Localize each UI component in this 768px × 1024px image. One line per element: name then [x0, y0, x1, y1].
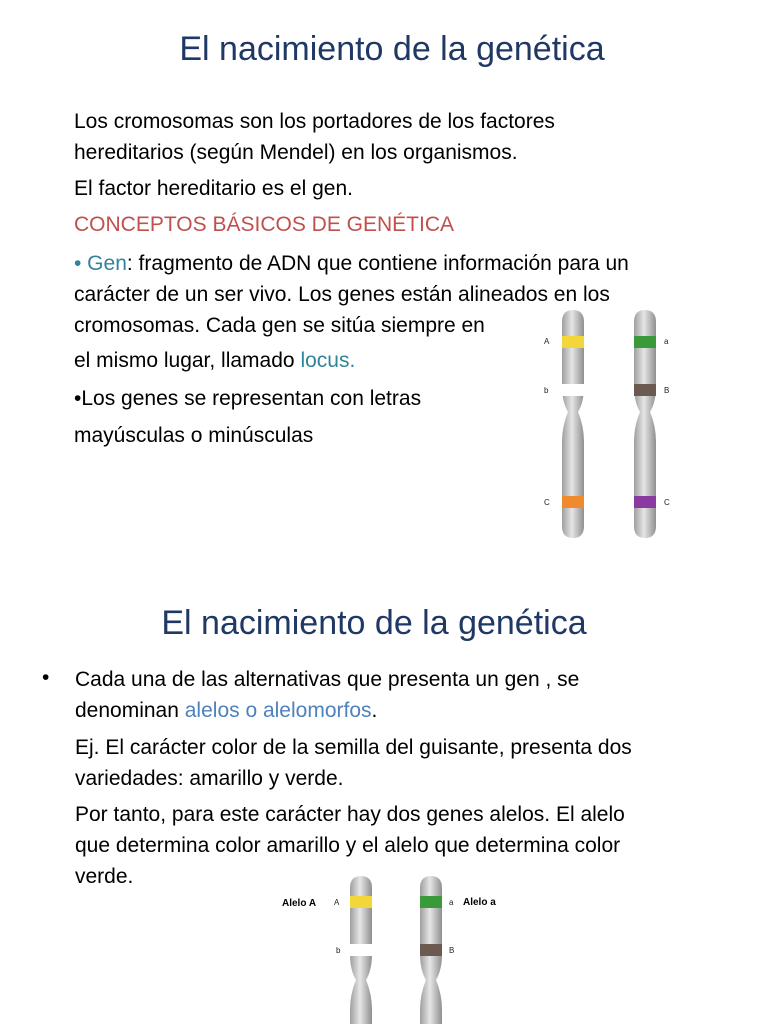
band-purple [634, 496, 656, 508]
s2-line2-post: . [371, 699, 378, 722]
p1-line1: Los cromosomas son los portadores de los factores [74, 110, 555, 133]
gen-line1: : fragmento de ADN que contiene información para un [126, 252, 629, 275]
concepts-heading: CONCEPTOS BÁSICOS DE GENÉTICA [74, 213, 455, 236]
allele-label-left-1: A [334, 898, 340, 907]
pt-line3: verde. [75, 865, 134, 888]
allele-chromosome-left [282, 876, 372, 1024]
band-yellow [562, 336, 584, 348]
chromosome-right [634, 310, 670, 538]
paragraph-example [75, 732, 632, 794]
allele-band-brown [420, 944, 442, 956]
letters-line2: mayúsculas o minúsculas [74, 424, 314, 447]
allele-chromosome-right [420, 876, 496, 1024]
allele-band-green [420, 896, 442, 908]
gen-term: • Gen [74, 252, 127, 275]
allele-band-white [350, 944, 372, 956]
paragraph-chromosomes [74, 106, 555, 168]
ej-line1: Ej. El carácter color de la semilla del guisante, presenta dos [75, 736, 632, 759]
label-right-1: a [664, 337, 669, 346]
paragraph-letters [74, 383, 421, 445]
label-right-3: C [664, 498, 670, 507]
paragraph-locus [74, 345, 355, 376]
label-left-3: C [544, 498, 550, 507]
gen-line2: carácter de un ser vivo. Los genes están alineados en los [74, 283, 610, 306]
letters-line1: •Los genes se representan con letras [74, 387, 422, 410]
locus-term: locus. [300, 349, 356, 372]
label-left-2: b [544, 386, 549, 395]
paragraph-factor: El factor hereditario es el gen. [74, 177, 353, 200]
allele-chromosome-diagram [270, 870, 530, 1024]
chromosome-pair-diagram [530, 306, 680, 542]
slide-2-title: El nacimiento de la genética [161, 604, 587, 642]
gen-line4: el mismo lugar, llamado [74, 349, 301, 372]
ej-line2: variedades: amarillo y verde. [75, 767, 344, 790]
alelos-term: alelos o alelomorfos [184, 699, 372, 722]
band-brown [634, 384, 656, 396]
band-white [562, 384, 584, 396]
allele-label-left-2: b [336, 946, 341, 955]
band-green [634, 336, 656, 348]
s2-line1: Cada una de las alternativas que presenta un gen , se [75, 668, 580, 691]
label-left-1: A [544, 337, 550, 346]
bullet-point: • [42, 666, 50, 689]
slide-2 [0, 580, 768, 1024]
band-orange [562, 496, 584, 508]
chromosome-left [544, 310, 584, 538]
allele-label-right-2: B [449, 946, 455, 955]
slide-1-title: El nacimiento de la genética [179, 30, 605, 68]
pt-line2: que determina color amarillo y el alelo que determina color [75, 834, 621, 857]
pt-line1: Por tanto, para este carácter hay dos genes alelos. El alelo [75, 803, 625, 826]
allele-band-yellow [350, 896, 372, 908]
paragraph-alternatives [75, 664, 579, 726]
allele-left-label: Alelo A [282, 898, 317, 909]
gen-line3: cromosomas. Cada gen se sitúa siempre en [74, 314, 485, 337]
s2-line2-pre: denominan [75, 699, 185, 722]
allele-label-right-1: a [449, 898, 454, 907]
label-right-2: B [664, 386, 670, 395]
allele-right-label: Alelo a [463, 897, 496, 908]
p1-line2: hereditarios (según Mendel) en los organismos. [74, 141, 518, 164]
